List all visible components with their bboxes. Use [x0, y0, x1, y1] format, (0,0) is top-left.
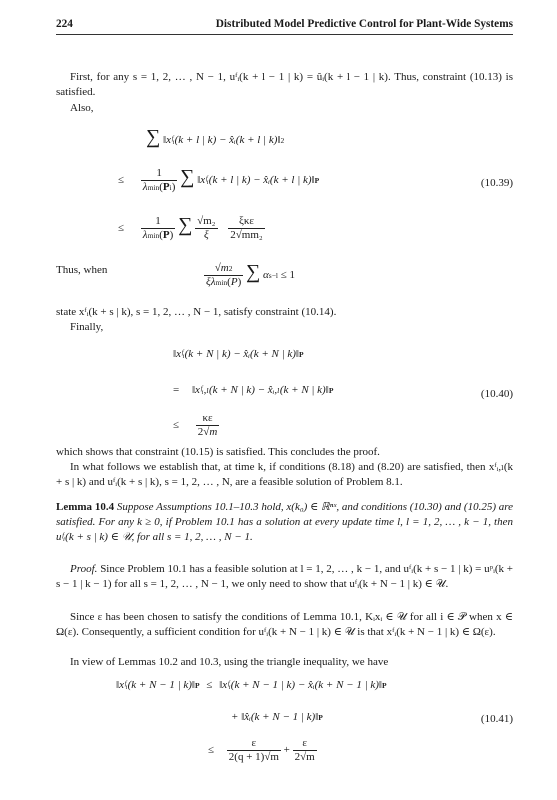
- equation-when: $\frac{√m2}{\xi\lambda\min(P)}$ ∑ αs−l ≤ 1: [206, 261, 296, 288]
- proof-text: Since Problem 10.1 has a feasible solution at l = 1, 2, … , k − 1, and uᶠᵢ(k + s − 1 | k) = uᵖᵢ(k + s − 1 | k − 1) for all s = 1, 2, … , N − 1, we only need to show that uᶠᵢ(k + N − 1 | k) ∈ 𝒰.: [56, 563, 514, 590]
- eq39-line2: ‖xᶠᵢ(k + l | k) − x̂ᵢ(k + l | k)‖: [197, 174, 315, 187]
- equation-number-10-41: (10.41): [480, 713, 513, 725]
- proof: [56, 562, 513, 592]
- header-rule: [56, 34, 513, 35]
- equation-10-40: ‖xᶠᵢ(k + N | k) − x̂ᵢ(k + N | k)‖P = ‖xᶠᵢ,ₗ(k + N | k) − x̂ᵢ,ₗ(k + N | k)‖P ≤ $\frac{\kappa\varepsilon}{2√m}$ (10.40): [173, 348, 513, 438]
- paragraph-proof-end: which shows that constraint (10.15) is satisfied. This concludes the proof.: [56, 446, 380, 458]
- running-title: Distributed Model Predictive Control for Plant-Wide Systems: [215, 18, 513, 30]
- paragraph-state: state xᶠᵢ(k + s | k), s = 1, 2, … , N − 1, satisfy constraint (10.14).: [56, 306, 337, 318]
- page-header: [56, 18, 513, 34]
- eq40-line1: ‖xᶠᵢ(k + N | k) − x̂ᵢ(k + N | k)‖: [173, 348, 300, 360]
- summation-symbol: ∑: [146, 126, 161, 148]
- eq41-num1: ε: [227, 737, 281, 751]
- paragraph-1: First, for any s = 1, 2, … , N − 1, uᶠᵢ(k + l − 1 | k) = ûᵢ(k + l − 1 | k). Thus, constraint (10.13) is satisfied.: [56, 71, 513, 98]
- equation-number-10-39: (10.39): [480, 177, 513, 189]
- eq39-num: ξκε: [228, 215, 264, 229]
- eq40-line2: ‖xᶠᵢ,ₗ(k + N | k) − x̂ᵢ,ₗ(k + N | k)‖: [191, 384, 329, 396]
- paragraph-establish: In what follows we establish that, at time k, if conditions (8.18) and (8.20) are satisfied, then xᶠᵢ,ₗ(k + s | k) and uᶠᵢ(k + s | k), s = 1, 2, … , N, are a feasible solution of Problem 8.1.: [56, 461, 513, 488]
- equation-number-10-40: (10.40): [480, 388, 513, 400]
- paragraph-thus: Thus, when: [56, 264, 108, 276]
- equation-10-39: ∑ ‖xᶠᵢ(k + l | k) − x̂ᵢ(k + l | k)‖2 ≤ $\frac{1}{\lambda\min(Pi)}$ ∑ ‖xᶠᵢ(k + l | k) − x̂ᵢ(k + l | k)‖P ≤ $\frac{1}{\lambda\min(P)}$ ∑ $\frac{\text{√m₂}}{\xi}$ $\frac{\text{ξκε}}{\text{2√mm₂}}$ (10.39): [118, 126, 513, 241]
- equation-10-41: ‖xᶠᵢ(k + N − 1 | k)‖P ≤ ‖xᶠᵢ(k + N − 1 | k) − x̂ᵢ(k + N − 1 | k)‖P + ‖x̂ᵢ(k + N − 1 | k)‖P ≤ $\frac{\varepsilon}{2(q + 1)√m}$ + $\frac{\varepsilon}{2√m}$ (10.41): [116, 679, 513, 763]
- eq41-num2: ε: [293, 737, 317, 751]
- eq41-line2: + ‖x̂ᵢ(k + N − 1 | k)‖: [231, 711, 319, 723]
- eq41-den1: 2(q + 1)√m: [228, 751, 279, 763]
- lemma-label: Lemma 10.4: [56, 501, 115, 513]
- eq-when-bound: ≤ 1: [280, 269, 296, 282]
- lemma-text: Suppose Assumptions 10.1–10.3 hold, x(k₀) ∈ ℝⁿˣ, and conditions (10.30) and (10.25) are satisfied. For any k ≥ 0, if Problem 10.1 has a solution at every update time l, l = 1, 2, … , k − 1, then uᶠᵢ(k + s | k) ∈ 𝒰, for all s = 1, 2, … , N − 1.: [56, 501, 514, 543]
- paragraph-finally: Finally,: [70, 321, 104, 333]
- eq40-num: κε: [196, 412, 220, 426]
- paragraph-epsilon: Since ε has been chosen to satisfy the conditions of Lemma 10.1, Kᵢxᵢ ∈ 𝒰 for all i ∈ 𝒫 when x ∈ Ω(ε). Consequently, a sufficient condition for uᶠᵢ(k + N − 1 | k) ∈ 𝒰 is that xᶠᵢ(k + N − 1 | k) ∈ Ω(ε).: [56, 611, 513, 638]
- page-number: 224: [56, 18, 73, 30]
- paragraph-also: Also,: [70, 102, 94, 114]
- proof-label: Proof.: [70, 563, 98, 575]
- eq41-den2: 2√m: [294, 751, 315, 763]
- eq39-line1: ‖xᶠᵢ(k + l | k) − x̂ᵢ(k + l | k)‖: [163, 134, 281, 146]
- eq39-den: 2√mm₂: [230, 229, 263, 241]
- eq39-sqrt: √m₂: [197, 215, 216, 227]
- paragraph-lemmas: In view of Lemmas 10.2 and 10.3, using the triangle inequality, we have: [70, 656, 389, 668]
- lemma-10-4: [56, 500, 513, 545]
- eq41-line1b: ‖xᶠᵢ(k + N − 1 | k) − x̂ᵢ(k + N − 1 | k)‖: [219, 679, 383, 691]
- eq41-line1a: ‖xᶠᵢ(k + N − 1 | k)‖: [116, 679, 196, 691]
